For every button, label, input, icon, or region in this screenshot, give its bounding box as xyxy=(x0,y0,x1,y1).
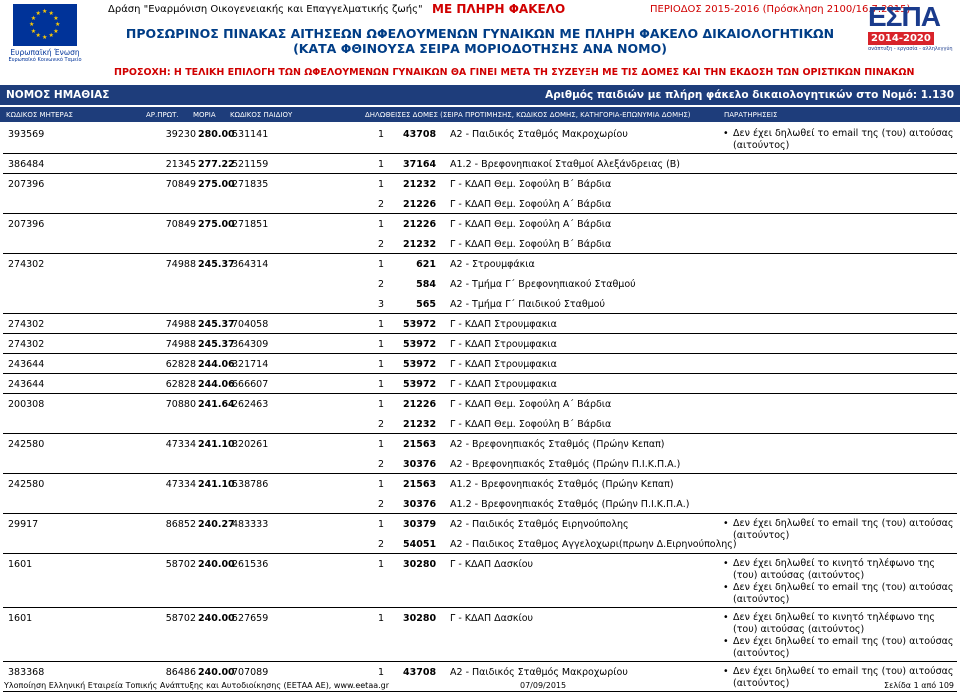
points: 240.00 xyxy=(198,613,235,624)
preference-order: 1 xyxy=(378,159,385,170)
points: 245.37 xyxy=(198,319,235,330)
mother-code: 393569 xyxy=(8,129,45,140)
points: 241.10 xyxy=(198,439,235,450)
points: 275.00 xyxy=(198,179,235,190)
structure-name: Α2 - Παιδικός Σταθμός Μακροχωρίου xyxy=(450,667,628,678)
structure-code: 21232 xyxy=(403,179,437,190)
preference-line xyxy=(3,374,957,394)
structure-code: 53972 xyxy=(403,319,437,330)
structure-name: Γ - ΚΔΑΠ Δασκίου xyxy=(450,613,534,624)
star-icon: ★ xyxy=(30,14,37,22)
star-icon: ★ xyxy=(42,8,48,15)
structure-code: 30376 xyxy=(403,499,437,510)
mother-code: 274302 xyxy=(8,259,45,270)
mother-code: 243644 xyxy=(8,379,45,390)
prefecture-bar xyxy=(0,85,960,105)
protocol-number: 86852 xyxy=(165,519,196,530)
structure-name: Γ - ΚΔΑΠ Θεμ. Σοφούλη Α΄ Βάρδια xyxy=(450,199,612,210)
protocol-number: 70849 xyxy=(165,219,196,230)
structure-name: Α2 - Στρουμφάκια xyxy=(450,259,535,270)
structure-name: Γ - ΚΔΑΠ Στρουμφακια xyxy=(450,319,557,330)
mother-code: 274302 xyxy=(8,319,45,330)
structure-code: 30280 xyxy=(403,559,437,570)
warning-notice: ΠΡΟΣΟΧΗ: Η ΤΕΛΙΚΗ ΕΠΙΛΟΓΗ ΤΩΝ ΩΦΕΛΟΥΜΕΝΩΝ ΓΥΝΑΙΚΩΝ ΘΑ ΓΙΝΕΙ ΜΕΤΑ ΤΗ ΣΥΖΕΥΞΗ ΜΕ ΤΙΣ ΔΟΜΕΣ ΚΑΙ ΤΗΝ ΕΚΔΟΣΗ ΤΩΝ ΟΡΙΣΤΙΚΩΝ ΠΙΝΑΚΩΝ xyxy=(114,67,915,78)
child-code: 364309 xyxy=(232,339,269,350)
protocol-number: 70849 xyxy=(165,179,196,190)
structure-code: 21563 xyxy=(403,439,437,450)
preference-line xyxy=(3,354,957,374)
protocol-number: 74988 xyxy=(165,259,196,270)
structure-code: 584 xyxy=(416,279,436,290)
preference-order: 2 xyxy=(378,239,385,250)
table-row xyxy=(3,434,957,474)
preference-order: 1 xyxy=(378,559,385,570)
structure-code: 21232 xyxy=(403,239,437,250)
preference-order: 1 xyxy=(378,129,385,140)
child-code: 483333 xyxy=(232,519,269,530)
structure-code: 30280 xyxy=(403,613,437,624)
preference-order: 1 xyxy=(378,667,385,678)
preference-line xyxy=(3,454,957,474)
document-header xyxy=(0,0,960,82)
full-file-label: ΜΕ ΠΛΗΡΗ ΦΑΚΕΛΟ xyxy=(432,2,566,16)
structure-code: 565 xyxy=(416,299,436,310)
points: 240.00 xyxy=(198,559,235,570)
structure-name: Α2 - Παιδικός Σταθμός Μακροχωρίου xyxy=(450,129,628,140)
child-code: 704058 xyxy=(232,319,269,330)
structure-code: 53972 xyxy=(403,339,437,350)
page-number: Σελίδα 1 από 109 xyxy=(884,681,954,690)
mother-code: 242580 xyxy=(8,439,45,450)
espa-wordmark: ΕΣΠΑ xyxy=(868,1,940,32)
star-icon: ★ xyxy=(35,32,41,40)
table-row xyxy=(3,254,957,314)
preference-line xyxy=(3,214,957,234)
protocol-number: 62828 xyxy=(165,379,196,390)
children-count: Αριθμός παιδιών με πλήρη φάκελο δικαιολογητικών στο Νομό: 1.130 xyxy=(545,89,954,101)
mother-code: 29917 xyxy=(8,519,39,530)
structure-name: Γ - ΚΔΑΠ Θεμ. Σοφούλη Β΄ Βάρδια xyxy=(450,419,612,430)
preference-order: 1 xyxy=(378,613,385,624)
protocol-number: 58702 xyxy=(165,559,196,570)
protocol-number: 47334 xyxy=(165,479,196,490)
structure-code: 21226 xyxy=(403,399,437,410)
structure-name: Α1.2 - Βρεφονηπιακός Σταθμός (Πρώην Κεπαπ) xyxy=(450,479,674,490)
preference-order: 2 xyxy=(378,419,385,430)
preference-line xyxy=(3,154,957,174)
structure-code: 21226 xyxy=(403,219,437,230)
protocol-number: 47334 xyxy=(165,439,196,450)
child-code: 364314 xyxy=(232,259,269,270)
protocol-number: 62828 xyxy=(165,359,196,370)
structure-code: 21563 xyxy=(403,479,437,490)
star-icon: ★ xyxy=(48,9,54,17)
table-row xyxy=(3,608,957,662)
structure-code: 621 xyxy=(416,259,436,270)
structure-code: 54051 xyxy=(403,539,437,550)
mother-code: 386484 xyxy=(8,159,45,170)
child-code: 271851 xyxy=(232,219,269,230)
preference-order: 2 xyxy=(378,539,385,550)
mother-code: 1601 xyxy=(8,613,33,624)
points: 244.06 xyxy=(198,379,235,390)
col-protocol-no: ΑΡ.ΠΡΩΤ. xyxy=(146,111,179,119)
preference-line xyxy=(3,494,957,514)
child-code: 320261 xyxy=(232,439,269,450)
preference-order: 1 xyxy=(378,319,385,330)
preference-order: 1 xyxy=(378,399,385,410)
notes-cell xyxy=(723,128,955,152)
note-item: • Δεν έχει δηλωθεί το κινητό τηλέφωνο της (του) αιτούσας (αιτούντος) xyxy=(723,612,955,636)
mother-code: 383368 xyxy=(8,667,45,678)
records-list xyxy=(0,124,960,692)
child-code: 521159 xyxy=(232,159,269,170)
table-row xyxy=(3,474,957,514)
mother-code: 207396 xyxy=(8,219,45,230)
preference-line xyxy=(3,174,957,194)
table-row xyxy=(3,394,957,434)
col-child-code: ΚΩΔΙΚΟΣ ΠΑΙΔΙΟΥ xyxy=(230,111,293,119)
eu-caption: Ευρωπαϊκή Ένωση xyxy=(10,48,80,57)
note-item: • Δεν έχει δηλωθεί το email της (του) αιτούσας (αιτούντος) xyxy=(723,636,955,660)
protocol-number: 39230 xyxy=(165,129,196,140)
espa-tagline: ανάπτυξη - εργασία - αλληλεγγύη xyxy=(868,46,953,52)
preference-line xyxy=(3,254,957,274)
program-name: Δράση "Εναρμόνιση Οικογενειακής και Επαγγελματικής ζωής" xyxy=(108,4,423,15)
structure-name: Α2 - Παιδικος Σταθμος Αγγελοχωρι(πρωην Δ.Ειρηνούπολης) xyxy=(450,539,737,550)
points: 245.37 xyxy=(198,259,235,270)
page-footer xyxy=(0,678,960,692)
protocol-number: 86486 xyxy=(165,667,196,678)
preference-order: 2 xyxy=(378,499,385,510)
child-code: 666607 xyxy=(232,379,269,390)
child-code: 261536 xyxy=(232,559,269,570)
protocol-number: 74988 xyxy=(165,339,196,350)
structure-code: 43708 xyxy=(403,667,437,678)
points: 245.37 xyxy=(198,339,235,350)
preference-order: 1 xyxy=(378,219,385,230)
preference-line xyxy=(3,314,957,334)
child-code: 527659 xyxy=(232,613,269,624)
star-icon: ★ xyxy=(53,27,59,35)
structure-name: Α1.2 - Βρεφονηπιακοί Σταθμοί Αλεξάνδρειας (Β) xyxy=(450,159,680,170)
note-item: • Δεν έχει δηλωθεί το email της (του) αιτούσας (αιτούντος) xyxy=(723,128,955,152)
table-row xyxy=(3,174,957,214)
structure-name: Γ - ΚΔΑΠ Θεμ. Σοφούλη Β΄ Βάρδια xyxy=(450,239,612,250)
col-points: ΜΟΡΙΑ xyxy=(193,111,216,119)
notes-cell xyxy=(723,612,955,660)
child-code: 538786 xyxy=(232,479,269,490)
footer-credit: Υλοποίηση Ελληνική Εταιρεία Τοπικής Ανάπτυξης και Αυτοδιοίκησης (ΕΕΤΑΑ ΑΕ), www.eetaa.gr xyxy=(4,681,390,690)
star-icon: ★ xyxy=(55,21,61,28)
table-row xyxy=(3,314,957,334)
structure-name: Α2 - Παιδικός Σταθμός Ειρηνούπολης xyxy=(450,519,629,530)
child-code: 271835 xyxy=(232,179,269,190)
child-code: 707089 xyxy=(232,667,269,678)
mother-code: 243644 xyxy=(8,359,45,370)
structure-code: 53972 xyxy=(403,359,437,370)
structure-code: 21226 xyxy=(403,199,437,210)
points: 240.00 xyxy=(198,667,235,678)
note-item: • Δεν έχει δηλωθεί το email της (του) αιτούσας (αιτούντος) xyxy=(723,582,955,606)
child-code: 321714 xyxy=(232,359,269,370)
preference-order: 2 xyxy=(378,459,385,470)
points: 275.00 xyxy=(198,219,235,230)
preference-order: 1 xyxy=(378,339,385,350)
structure-name: Α2 - Τμήμα Γ΄ Παιδικού Σταθμού xyxy=(450,299,605,310)
points: 280.00 xyxy=(198,129,235,140)
preference-order: 2 xyxy=(378,279,385,290)
col-notes: ΠΑΡΑΤΗΡΗΣΕΙΣ xyxy=(724,111,778,119)
child-code: 531141 xyxy=(232,129,269,140)
mother-code: 207396 xyxy=(8,179,45,190)
mother-code: 242580 xyxy=(8,479,45,490)
protocol-number: 74988 xyxy=(165,319,196,330)
star-icon: ★ xyxy=(30,27,37,35)
structure-code: 21232 xyxy=(403,419,437,430)
preference-order: 1 xyxy=(378,379,385,390)
structure-code: 37164 xyxy=(403,159,437,170)
preference-order: 1 xyxy=(378,179,385,190)
preference-order: 1 xyxy=(378,519,385,530)
star-icon: ★ xyxy=(42,34,48,41)
structure-name: Γ - ΚΔΑΠ Θεμ. Σοφούλη Α΄ Βάρδια xyxy=(450,219,612,230)
prefecture-name: ΝΟΜΟΣ ΗΜΑΘΙΑΣ xyxy=(6,89,110,101)
structure-code: 30376 xyxy=(403,459,437,470)
structure-name: Α2 - Τμήμα Γ΄ Βρεφονηπιακού Σταθμού xyxy=(450,279,636,290)
structure-code: 43708 xyxy=(403,129,437,140)
table-row xyxy=(3,354,957,374)
structure-name: Γ - ΚΔΑΠ Θεμ. Σοφούλη Β΄ Βάρδια xyxy=(450,179,612,190)
protocol-number: 21345 xyxy=(165,159,196,170)
structure-name: Α2 - Βρεφονηπιακός Σταθμός (Πρώην Π.Ι.Κ.Π.Α.) xyxy=(450,459,681,470)
mother-code: 274302 xyxy=(8,339,45,350)
preference-order: 2 xyxy=(378,199,385,210)
preference-order: 3 xyxy=(378,299,385,310)
structure-name: Γ - ΚΔΑΠ Στρουμφακια xyxy=(450,359,557,370)
star-icon: ★ xyxy=(35,9,41,17)
structure-code: 53972 xyxy=(403,379,437,390)
star-icon: ★ xyxy=(53,14,59,22)
points: 241.10 xyxy=(198,479,235,490)
table-row xyxy=(3,214,957,254)
preference-line xyxy=(3,434,957,454)
table-row xyxy=(3,554,957,608)
footer-date: 07/09/2015 xyxy=(520,681,567,690)
table-row xyxy=(3,124,957,154)
points: 240.27 xyxy=(198,519,235,530)
preference-line xyxy=(3,414,957,434)
espa-years: 2014-2020 xyxy=(868,32,934,45)
points: 241.64 xyxy=(198,399,235,410)
col-mother-code: ΚΩΔΙΚΟΣ ΜΗΤΕΡΑΣ xyxy=(6,111,73,119)
preference-line xyxy=(3,274,957,294)
note-item: • Δεν έχει δηλωθεί το email της (του) αιτούσας (αιτούντος) xyxy=(723,518,955,542)
star-icon: ★ xyxy=(29,21,35,28)
preference-order: 1 xyxy=(378,479,385,490)
structure-name: Γ - ΚΔΑΠ Δασκίου xyxy=(450,559,534,570)
preference-order: 1 xyxy=(378,359,385,370)
points: 244.06 xyxy=(198,359,235,370)
mother-code: 200308 xyxy=(8,399,45,410)
notes-cell xyxy=(723,518,955,542)
star-icon: ★ xyxy=(48,32,54,40)
structure-name: Γ - ΚΔΑΠ Θεμ. Σοφούλη Α΄ Βάρδια xyxy=(450,399,612,410)
preference-line xyxy=(3,234,957,254)
protocol-number: 70880 xyxy=(165,399,196,410)
preference-line xyxy=(3,194,957,214)
notes-cell xyxy=(723,558,955,606)
table-row xyxy=(3,334,957,354)
col-structures: ΔΗΛΩΘΕΙΣΕΣ ΔΟΜΕΣ (ΣΕΙΡΑ ΠΡΟΤΙΜΗΣΗΣ, ΚΩΔΙΚΟΣ ΔΟΜΗΣ, ΚΑΤΗΓΟΡΙΑ-ΕΠΩΝΥΜΙΑ ΔΟΜΗΣ) xyxy=(365,111,691,119)
structure-name: Α2 - Βρεφονηπιακός Σταθμός (Πρώην Κεπαπ) xyxy=(450,439,665,450)
note-item: • Δεν έχει δηλωθεί το κινητό τηλέφωνο της (του) αιτούσας (αιτούντος) xyxy=(723,558,955,582)
structure-name: Γ - ΚΔΑΠ Στρουμφακια xyxy=(450,379,557,390)
structure-name: Α1.2 - Βρεφονηπιακός Σταθμός (Πρώην Π.Ι.Κ.Π.Α.) xyxy=(450,499,690,510)
period-label: ΠΕΡΙΟΔΟΣ 2015-2016 (Πρόσκληση 2100/16.7.2015) xyxy=(650,4,911,15)
points: 277.22 xyxy=(198,159,235,170)
child-code: 262463 xyxy=(232,399,269,410)
column-header-bar xyxy=(0,107,960,122)
preference-line xyxy=(3,294,957,314)
preference-line xyxy=(3,474,957,494)
structure-code: 30379 xyxy=(403,519,437,530)
preference-line xyxy=(3,394,957,414)
structure-name: Γ - ΚΔΑΠ Στρουμφακια xyxy=(450,339,557,350)
table-row xyxy=(3,514,957,554)
esf-caption: Ευρωπαϊκό Κοινωνικό Ταμείο xyxy=(8,57,82,63)
page-subtitle: (ΚΑΤΑ ΦΘΙΝΟΥΣΑ ΣΕΙΡΑ ΜΟΡΙΟΔΟΤΗΣΗΣ ΑΝΑ ΝΟΜΟ) xyxy=(293,41,667,56)
preference-order: 1 xyxy=(378,439,385,450)
note-item: • Δεν έχει δηλωθεί το email της (του) αιτούσας (αιτούντος) xyxy=(723,666,955,690)
preference-order: 1 xyxy=(378,259,385,270)
table-row xyxy=(3,374,957,394)
preference-line xyxy=(3,334,957,354)
page-title: ΠΡΟΣΩΡΙΝΟΣ ΠΙΝΑΚΑΣ ΑΙΤΗΣΕΩΝ ΩΦΕΛΟΥΜΕΝΩΝ ΓΥΝΑΙΚΩΝ ΜΕ ΠΛΗΡΗ ΦΑΚΕΛΟ ΔΙΚΑΙΟΛΟΓΗΤΙΚΩΝ xyxy=(125,26,835,41)
table-row xyxy=(3,154,957,174)
mother-code: 1601 xyxy=(8,559,33,570)
protocol-number: 58702 xyxy=(165,613,196,624)
